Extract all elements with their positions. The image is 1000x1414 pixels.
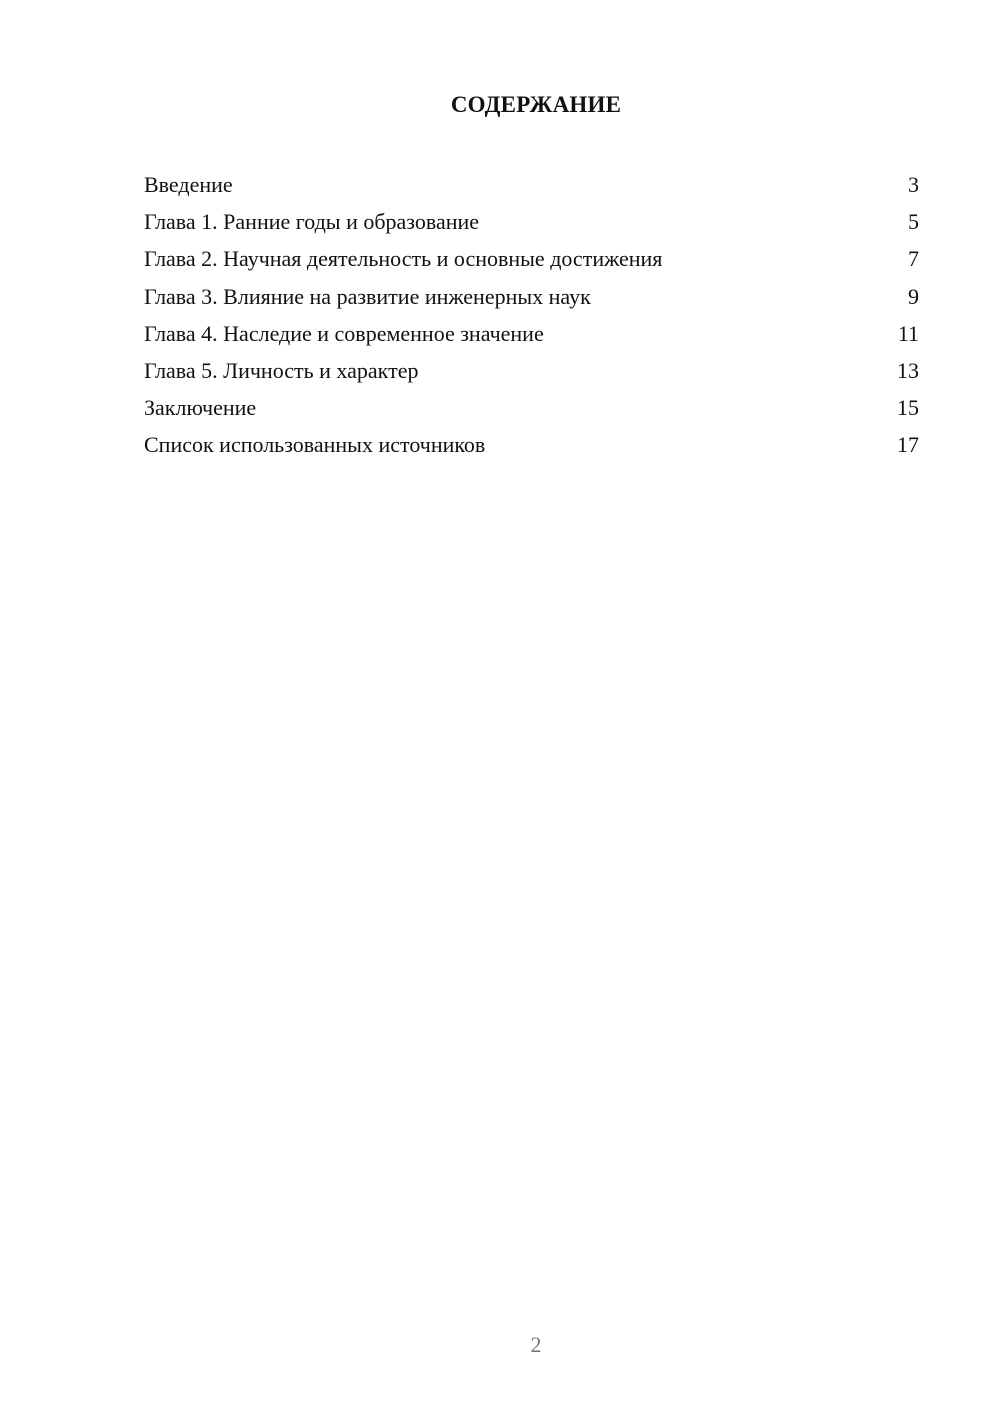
toc-entry [144,315,919,352]
toc-entry-label: Глава 2. Научная деятельность и основные достижения [144,246,663,272]
toc-entry-page: 3 [908,172,919,197]
toc-entry-label: Глава 3. Влияние на развитие инженерных наук [144,283,591,309]
toc-entry-page: 7 [908,246,919,272]
toc-entry [144,240,919,277]
toc-entry [144,278,919,315]
toc-entry [144,426,919,463]
toc-entry-page: 5 [908,209,919,235]
toc-entry-label: Глава 4. Наследие и современное значение [144,320,544,346]
toc-entry-page: 17 [897,432,919,458]
toc-entry [144,352,919,389]
toc-entry-label: Глава 5. Личность и характер [144,357,419,383]
toc-entry-page: 15 [897,395,919,421]
toc-entry-page: 13 [897,357,919,383]
page-number: 2 [530,1332,542,1357]
toc-entry-label: Введение [144,172,233,197]
toc-entry-label: Список использованных источников [144,432,486,458]
table-of-contents [144,166,919,464]
toc-entry-page: 9 [908,283,919,309]
toc-entry [144,389,919,426]
toc-entry [144,203,919,240]
toc-title: СОДЕРЖАНИЕ [450,92,622,117]
toc-entry [144,166,919,203]
toc-entry-page: 11 [897,320,919,346]
toc-entry-label: Глава 1. Ранние годы и образование [144,209,480,235]
toc-entry-label: Заключение [144,395,257,421]
